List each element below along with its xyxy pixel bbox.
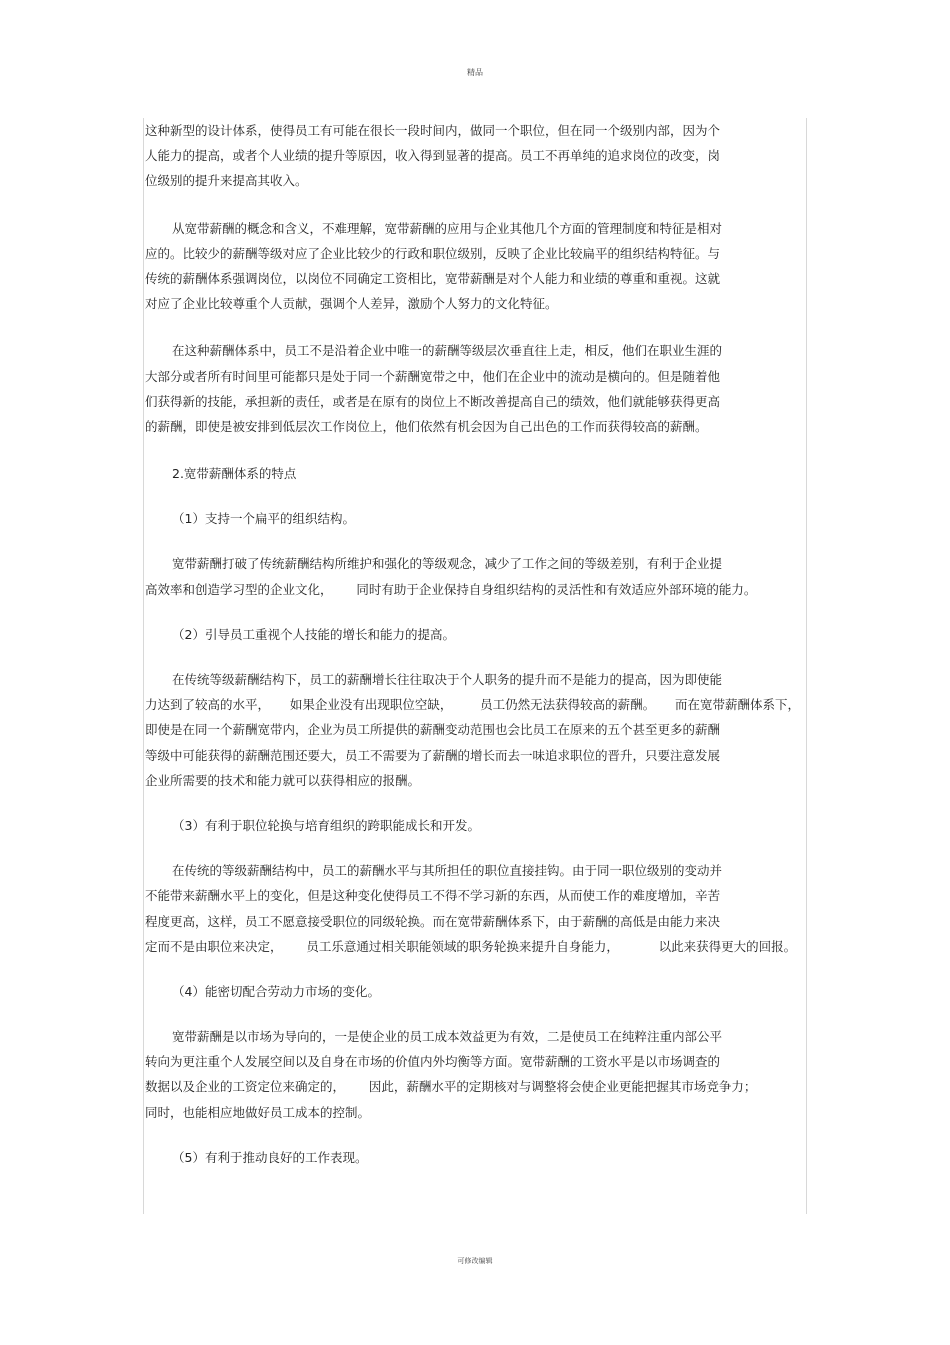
list-item: （5）有利于推动良好的工作表现。 (172, 1149, 368, 1165)
text-line: 们获得新的技能，承担新的责任，或者是在原有的岗位上不断改善提高自己的绩效，他们就能够获得更高 (145, 393, 721, 409)
right-margin-rule (806, 118, 807, 1214)
text-line: 应的。比较少的薪酬等级对应了企业比较少的行政和职位级别，反映了企业比较扁平的组织结构特征。与 (145, 245, 721, 261)
text-line: 在传统等级薪酬结构下，员工的薪酬增长往往取决于个人职务的提升而不是能力的提高，因为即使能 (172, 672, 723, 687)
text-line: 大部分或者所有时间里可能都只是处于同一个薪酬宽带之中，他们在企业中的流动是横向的。但是随着他 (145, 368, 721, 384)
text-line: 宽带薪酬打破了传统薪酬结构所维护和强化的等级观念，减少了工作之间的等级差别，有利于企业提 (172, 556, 723, 572)
text-line: 高效率和创造学习型的企业文化， 同时有助于企业保持自身组织结构的灵活性和有效适应外部环境的能力。 (145, 581, 757, 597)
text-line: 位级别的提升来提高其收入。 (145, 173, 308, 189)
text-line: 即使是在同一个薪酬宽带内，企业为员工所提供的薪酬变动范围也会比员工在原来的五个甚至更多的薪酬 (145, 722, 721, 738)
page-header-mark: 精品 (467, 68, 483, 77)
list-item: （4）能密切配合劳动力市场的变化。 (172, 983, 380, 999)
text-line: 力达到了较高的水平， 如果企业没有出现职位空缺， 员工仍然无法获得较高的薪酬。 而在宽带薪酬体系下， (145, 697, 801, 713)
text-line: 这种新型的设计体系，使得员工有可能在很长一段时间内，做同一个职位，但在同一个级别内部，因为个 (145, 123, 721, 138)
paragraph (145, 551, 805, 601)
paragraph (145, 667, 805, 793)
paragraph (145, 338, 805, 439)
list-item: （1）支持一个扁平的组织结构。 (172, 511, 355, 527)
left-margin-rule (143, 118, 144, 1214)
document-body (145, 118, 805, 1170)
text-line: 定而不是由职位来决定， 员工乐意通过相关职能领域的职务轮换来提升自身能力， 以此来获得更大的回报。 (145, 938, 797, 954)
section-heading: 2.宽带薪酬体系的特点 (172, 466, 297, 482)
text-line: 数据以及企业的工资定位来确定的， 因此，薪酬水平的定期核对与调整将会使企业更能把握其市场竞争力； (145, 1079, 757, 1095)
text-line: 的薪酬，即使是被安排到低层次工作岗位上，他们依然有机会因为自己出色的工作而获得较高的薪酬。 (145, 418, 708, 434)
text-line: 从宽带薪酬的概念和含义，不难理解，宽带薪酬的应用与企业其他几个方面的管理制度和特征是相对 (172, 220, 723, 236)
paragraph (145, 118, 805, 194)
text-line: 在传统的等级薪酬结构中，员工的薪酬水平与其所担任的职位直接挂钩。由于同一职位级别的变动并 (172, 863, 723, 879)
list-item: （2）引导员工重视个人技能的增长和能力的提高。 (172, 626, 455, 642)
text-line: 程度更高，这样，员工不愿意接受职位的同级轮换。而在宽带薪酬体系下，由于薪酬的高低是由能力来决 (145, 913, 721, 929)
text-line: 转向为更注重个人发展空间以及自身在市场的价值内外均衡等方面。宽带薪酬的工资水平是以市场调查的 (145, 1054, 721, 1070)
text-line: 企业所需要的技术和能力就可以获得相应的报酬。 (145, 772, 421, 788)
paragraph (145, 216, 805, 317)
text-line: 对应了企业比较尊重个人贡献，强调个人差异，激励个人努力的文化特征。 (145, 296, 558, 312)
text-line: 等级中可能获得的薪酬范围还要大，员工不需要为了薪酬的增长而去一味追求职位的晋升，只要注意发展 (145, 747, 721, 763)
paragraph (145, 858, 805, 959)
text-line: 同时，也能相应地做好员工成本的控制。 (145, 1104, 371, 1120)
text-line: 宽带薪酬是以市场为导向的，一是使企业的员工成本效益更为有效，二是使员工在纯粹注重内部公平 (172, 1029, 723, 1045)
list-item: （3）有利于职位轮换与培育组织的跨职能成长和开发。 (172, 817, 480, 833)
text-line: 人能力的提高，或者个人业绩的提升等原因，收入得到显著的提高。员工不再单纯的追求岗位的改变，岗 (145, 148, 721, 164)
page-footer-mark: 可修改编辑 (457, 1257, 493, 1265)
paragraph (145, 1024, 805, 1125)
text-line: 传统的薪酬体系强调岗位，以岗位不同确定工资相比，宽带薪酬是对个人能力和业绩的尊重和重视。这就 (145, 270, 721, 286)
text-line: 在这种薪酬体系中，员工不是沿着企业中唯一的薪酬等级层次垂直往上走，相反，他们在职业生涯的 (172, 343, 723, 359)
text-line: 不能带来薪酬水平上的变化，但是这种变化使得员工不得不学习新的东西，从而使工作的难度增加，辛苦 (145, 888, 721, 904)
